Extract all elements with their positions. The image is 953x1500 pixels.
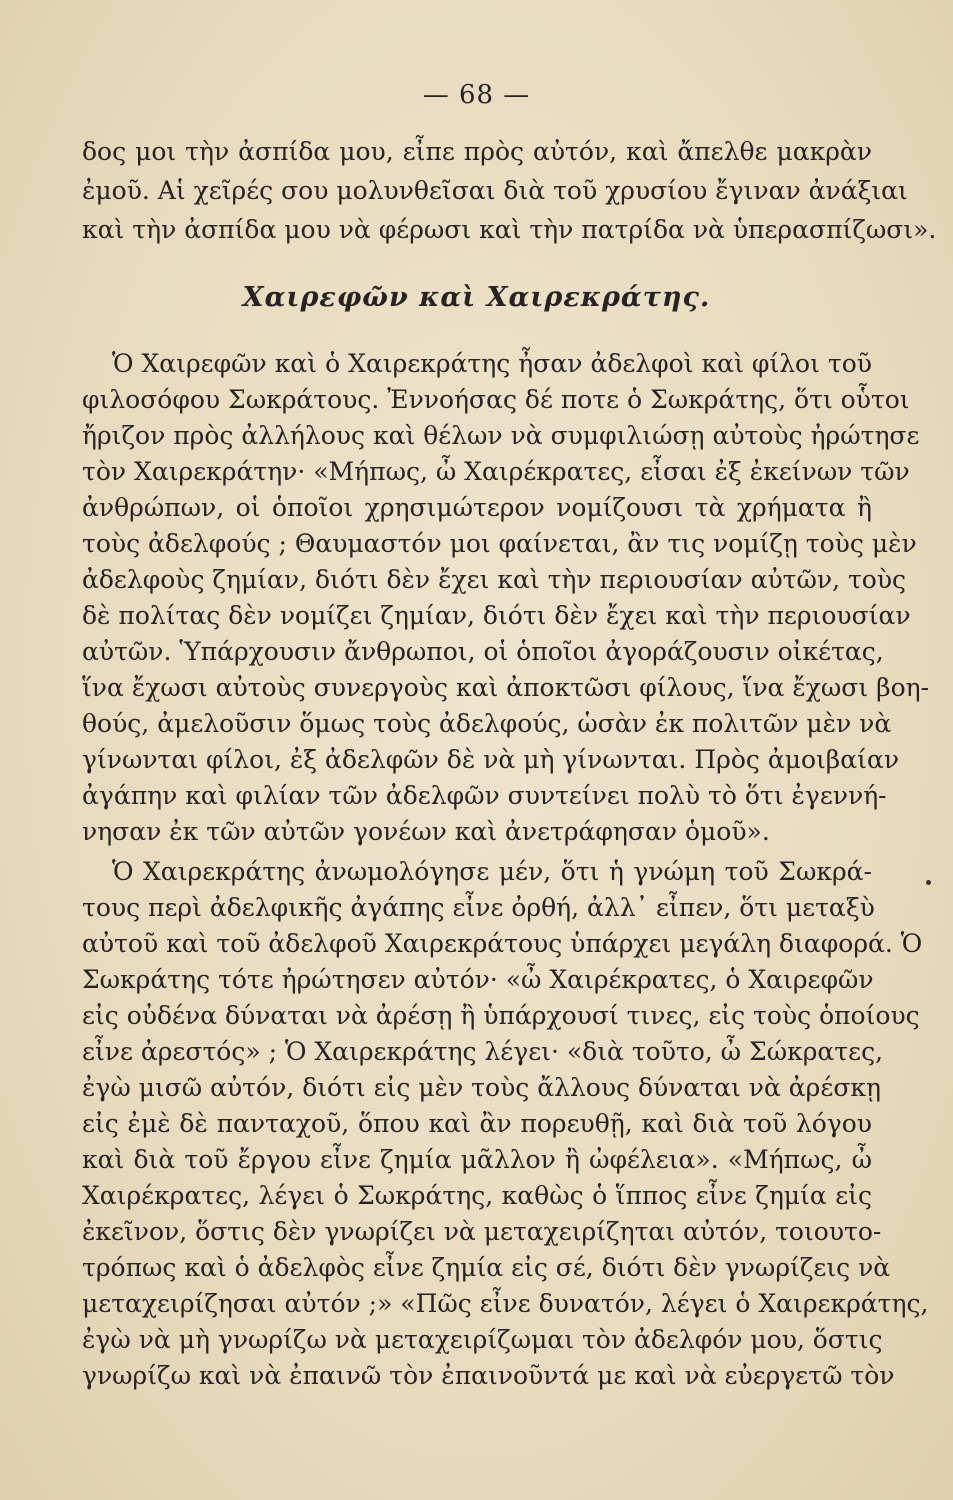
- text-line: τοὺς ἀδελφούς ; Θαυμαστόν μοι φαίνεται, ἂν τις νομίζῃ τοὺς μὲν: [82, 529, 917, 558]
- text-line: γνωρίζω καὶ νὰ ἐπαινῶ τὸν ἐπαινοῦντά με καὶ νὰ εὐεργετῶ τὸν: [82, 1361, 895, 1390]
- text-line: γίνωνται φίλοι, ἐξ ἀδελφῶν δὲ νὰ μὴ γίνωνται. Πρὸς ἀμοιβαίαν: [82, 745, 900, 774]
- text-line: ἵνα ἔχωσι αὐτοὺς συνεργοὺς καὶ ἀποκτῶσι φίλους, ἵνα ἔχωσι βοη-: [82, 673, 930, 702]
- text-line: ἐκεῖνον, ὅστις δὲν γνωρίζει νὰ μεταχειρίζηται αὐτόν, τοιουτο-: [82, 1217, 882, 1246]
- text-line: Χαιρέκρατες, λέγει ὁ Σωκράτης, καθὼς ὁ ἵππος εἶνε ζημία εἰς: [82, 1181, 872, 1210]
- text-line: δος μοι τὴν ἀσπίδα μου, εἶπε πρὸς αὐτόν, καὶ ἄπελθε μακρὰν: [82, 137, 872, 166]
- text-line: εἶνε ἀρεστός» ; Ὁ Χαιρεκράτης λέγει· «διὰ τοῦτο, ὦ Σώκρατες,: [82, 1037, 884, 1066]
- text-line: καὶ διὰ τοῦ ἔργου εἶνε ζημία μᾶλλον ἢ ὠφέλεια». «Μήπως, ὦ: [82, 1145, 872, 1174]
- text-line: Ὁ Χαιρεφῶν καὶ ὁ Χαιρεκράτης ἦσαν ἀδελφοὶ καὶ φίλοι τοῦ: [112, 349, 872, 378]
- text-line: αὐτῶν. Ὑπάρχουσιν ἄνθρωποι, οἱ ὁποῖοι ἀγοράζουσιν οἰκέτας,: [82, 637, 884, 666]
- text-line: νησαν ἐκ τῶν αὐτῶν γονέων καὶ ἀνετράφησαν ὁμοῦ».: [82, 817, 770, 846]
- text-line: ἤριζον πρὸς ἀλλήλους καὶ θέλων νὰ συμφιλιώσῃ αὐτοὺς ἠρώτησε: [82, 421, 920, 450]
- ink-speck: [926, 880, 931, 885]
- text-line: τὸν Χαιρεκράτην· «Μήπως, ὦ Χαιρέκρατες, εἶσαι ἐξ ἐκείνων τῶν: [82, 457, 910, 486]
- text-line: ἀδελφοὺς ζημίαν, διότι δὲν ἔχει καὶ τὴν περιουσίαν αὐτῶν, τοὺς: [82, 565, 907, 594]
- text-line: Ὁ Χαιρεκράτης ἀνωμολόγησε μέν, ὅτι ἡ γνώμη τοῦ Σωκρά-: [112, 857, 872, 886]
- page-number: — 68 —: [422, 80, 531, 110]
- text-line: εἰς ἐμὲ δὲ πανταχοῦ, ὅπου καὶ ἂν πορευθῇ, καὶ διὰ τοῦ λόγου: [82, 1109, 872, 1138]
- text-line: ἀνθρώπων, οἱ ὁποῖοι χρησιμώτερον νομίζουσι τὰ χρήματα ἢ: [82, 493, 872, 522]
- text-line: ἐμοῦ. Αἱ χεῖρές σου μολυνθεῖσαι διὰ τοῦ χρυσίου ἔγιναν ἀνάξιαι: [82, 176, 908, 205]
- text-line: δὲ πολίτας δὲν νομίζει ζημίαν, διότι δὲν ἔχει καὶ τὴν περιουσίαν: [82, 601, 911, 630]
- text-line: εἰς οὐδένα δύναται νὰ ἀρέσῃ ἢ ὑπάρχουσί τινες, εἰς τοὺς ὁποίους: [82, 1001, 920, 1030]
- text-line: τρόπως καὶ ὁ ἀδελφὸς εἶνε ζημία εἰς σέ, διότι δὲν γνωρίζεις νὰ: [82, 1253, 891, 1282]
- text-line: καὶ τὴν ἀσπίδα μου νὰ φέρωσι καὶ τὴν πατρίδα νὰ ὑπερασπίζωσι».: [82, 215, 937, 244]
- text-line: τους περὶ ἀδελφικῆς ἀγάπης εἶνε ὀρθή, ἀλλ᾽ εἶπεν, ὅτι μεταξὺ: [82, 893, 875, 922]
- text-line: ἀγάπην καὶ φιλίαν τῶν ἀδελφῶν συντείνει πολὺ τὸ ὅτι ἐγεννή-: [82, 781, 887, 810]
- text-line: Σωκράτης τότε ἠρώτησεν αὐτόν· «ὦ Χαιρέκρατες, ὁ Χαιρεφῶν: [82, 965, 874, 994]
- section-heading: Χαιρεφῶν καὶ Χαιρεκράτης.: [242, 282, 711, 313]
- text-line: ἐγὼ μισῶ αὐτόν, διότι εἰς μὲν τοὺς ἄλλους δύναται νὰ ἀρέσκῃ: [82, 1073, 881, 1102]
- text-line: φιλοσόφου Σωκράτους. Ἐννοήσας δέ ποτε ὁ Σωκράτης, ὅτι οὗτοι: [82, 385, 910, 414]
- text-line: ἐγὼ νὰ μὴ γνωρίζω νὰ μεταχειρίζωμαι τὸν ἀδελφόν μου, ὅστις: [82, 1325, 883, 1354]
- text-line: μεταχειρίζησαι αὐτόν ;» «Πῶς εἶνε δυνατόν, λέγει ὁ Χαιρεκράτης,: [82, 1289, 929, 1318]
- text-line: αὐτοῦ καὶ τοῦ ἀδελφοῦ Χαιρεκράτους ὑπάρχει μεγάλη διαφορά. Ὁ: [82, 929, 923, 958]
- text-line: θούς, ἀμελοῦσιν ὅμως τοὺς ἀδελφούς, ὡσὰν ἐκ πολιτῶν μὲν νὰ: [82, 709, 892, 738]
